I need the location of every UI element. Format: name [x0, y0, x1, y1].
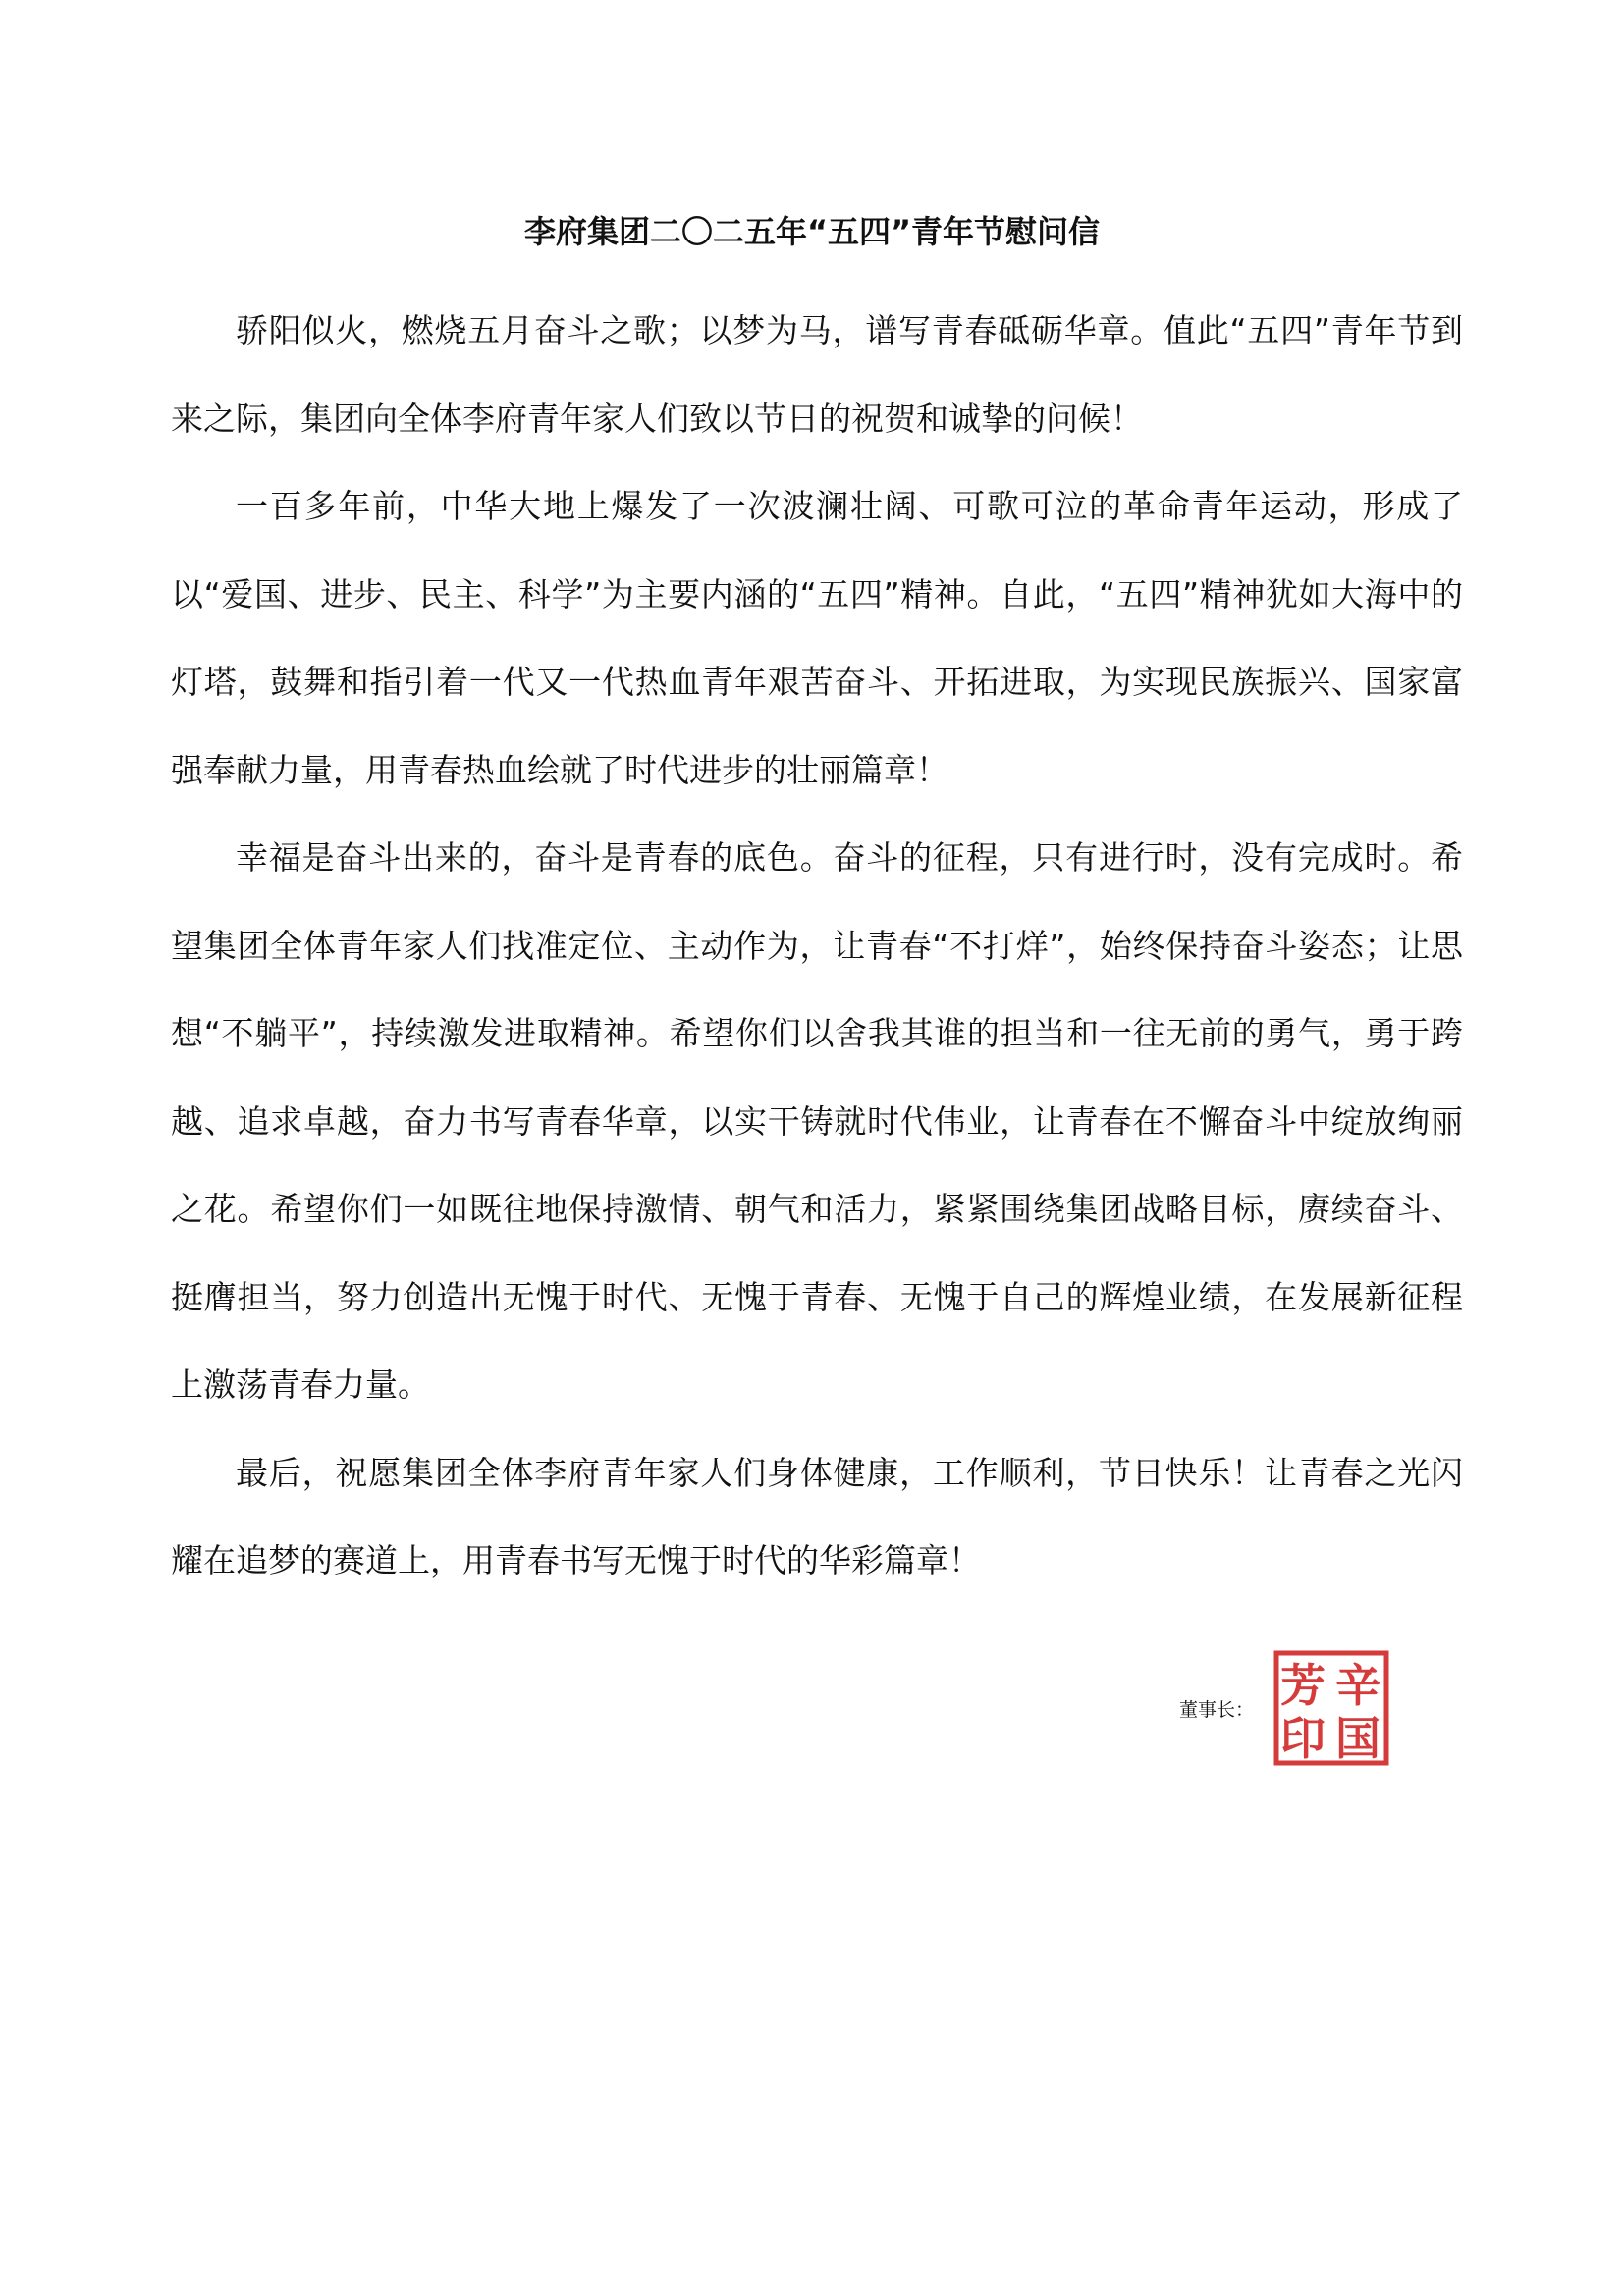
seal-char: 芳: [1280, 1659, 1326, 1712]
letter-paragraph: 骄阳似火，燃烧五月奋斗之歌；以梦为马，谱写青春砥砺华章。值此“五四”青年节到来之际，集团向全体李府青年家人们致以节日的祝贺和诚挚的问候！: [171, 311, 1463, 438]
chairman-seal: [1273, 1650, 1389, 1766]
letter-paragraph: 最后，祝愿集团全体李府青年家人们身体健康，工作顺利，节日快乐！让青春之光闪耀在追梦的赛道上，用青春书写无愧于时代的华彩篇章！: [171, 1453, 1463, 1579]
seal-char: 国: [1335, 1712, 1380, 1765]
letter-title: 李府集团二〇二五年“五四”青年节慰问信: [523, 213, 1101, 250]
letter-paragraph: 一百多年前，中华大地上爆发了一次波澜壮阔、可歌可泣的革命青年运动，形成了以“爱国、进步、民主、科学”为主要内涵的“五四”精神。自此，“五四”精神犹如大海中的灯塔，鼓舞和指引着一代又一代热血青年艰苦奋斗、开拓进取，为实现民族振兴、国家富强奉献力量，用青春热血绘就了时代进步的壮丽篇章！: [171, 487, 1463, 789]
seal-char: 印: [1280, 1712, 1326, 1765]
seal-char: 辛: [1335, 1659, 1380, 1712]
signer-label: 董事长：: [1179, 1699, 1255, 1721]
letter-body: [171, 287, 1463, 1605]
letter-paragraph: 幸福是奋斗出来的，奋斗是青春的底色。奋斗的征程，只有进行时，没有完成时。希望集团全体青年家人们找准定位、主动作为，让青春“不打烊”，始终保持奋斗姿态；让思想“不躺平”，持续激发进取精神。希望你们以舍我其谁的担当和一往无前的勇气，勇于跨越、追求卓越，奋力书写青春华章，以实干铸就时代伟业，让青春在不懈奋斗中绽放绚丽之花。希望你们一如既往地保持激情、朝气和活力，紧紧围绕集团战略目标，赓续奋斗、挺膺担当，努力创造出无愧于时代、无愧于青春、无愧于自己的辉煌业绩，在发展新征程上激荡青春力量。: [171, 838, 1463, 1404]
